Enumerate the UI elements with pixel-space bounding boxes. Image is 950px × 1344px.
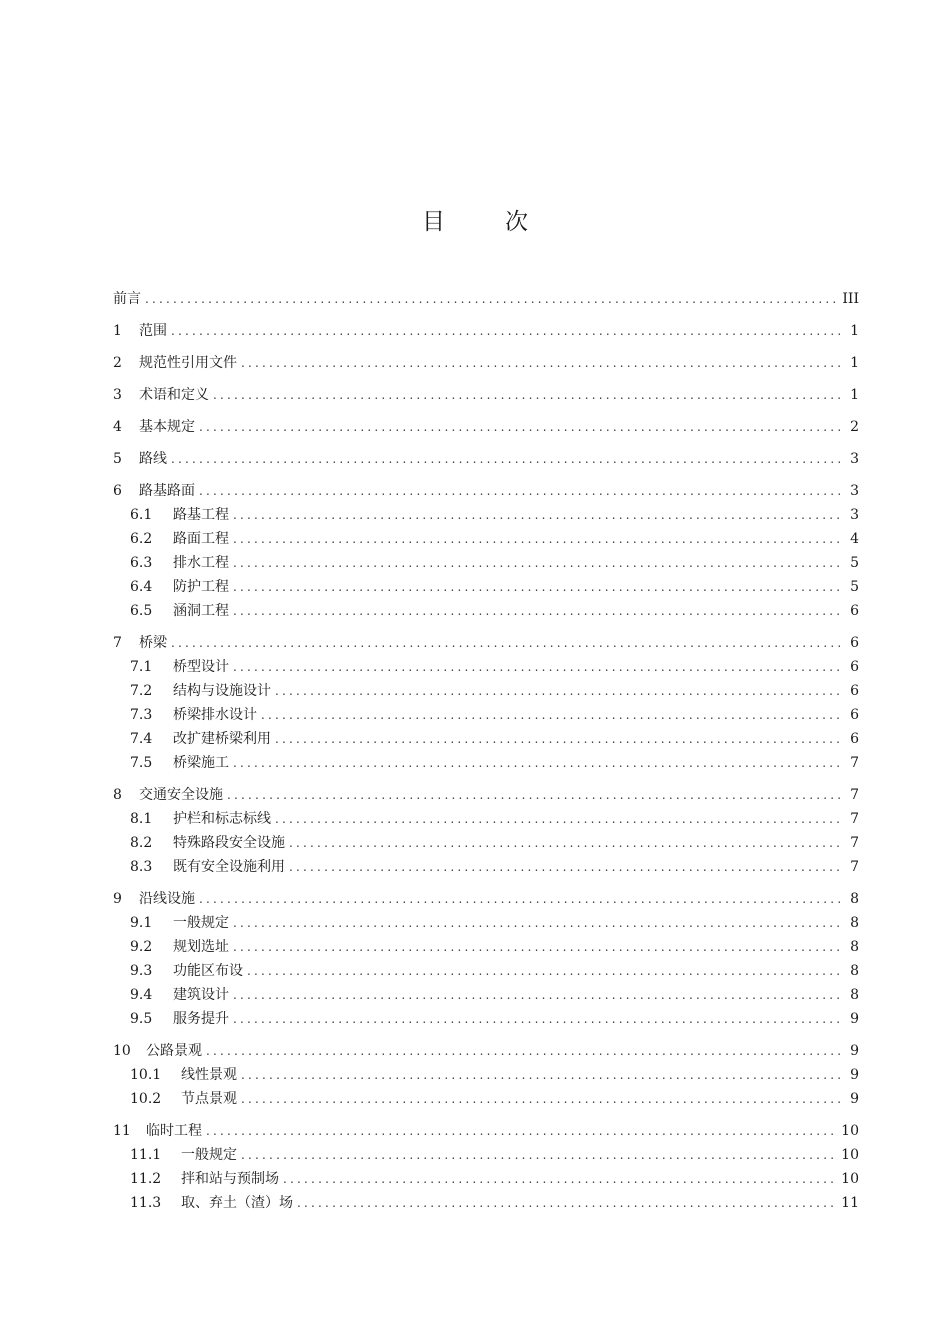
toc-subentry[interactable] — [113, 575, 859, 599]
toc-label: 涵洞工程 — [173, 603, 229, 619]
toc-leader — [289, 855, 841, 879]
toc-subentry[interactable] — [113, 655, 859, 679]
toc-leader — [297, 1191, 837, 1215]
toc-number: 6.5 — [130, 603, 153, 619]
toc-leader — [171, 319, 841, 343]
toc-page: 8 — [850, 915, 859, 931]
toc-subentry[interactable] — [113, 935, 859, 959]
toc-page: 3 — [850, 451, 859, 467]
toc-leader — [233, 935, 841, 959]
toc-entry[interactable] — [113, 1039, 859, 1063]
toc-leader — [227, 783, 841, 807]
toc-label: 公路景观 — [146, 1043, 202, 1059]
toc-subentry[interactable] — [113, 1087, 859, 1111]
toc-entry[interactable] — [113, 631, 859, 655]
toc-page: 6 — [850, 635, 859, 651]
toc-number: 4 — [113, 419, 122, 435]
toc-page: 3 — [850, 483, 859, 499]
toc-label: 护栏和标志标线 — [173, 811, 271, 827]
toc-subentry[interactable] — [113, 599, 859, 623]
toc-page: 6 — [850, 603, 859, 619]
toc-number: 8.1 — [130, 811, 153, 827]
toc-entry[interactable] — [113, 415, 859, 439]
toc-leader — [233, 751, 841, 775]
toc-subentry[interactable] — [113, 751, 859, 775]
toc-subentry[interactable] — [113, 1143, 859, 1167]
toc-leader — [289, 831, 841, 855]
toc-leader — [199, 887, 841, 911]
toc-page: 7 — [850, 787, 859, 803]
toc-page: 1 — [850, 323, 859, 339]
toc-leader — [233, 911, 841, 935]
toc-leader — [233, 1007, 841, 1031]
toc-leader — [241, 351, 841, 375]
toc-subentry[interactable] — [113, 1063, 859, 1087]
toc-entry[interactable] — [113, 887, 859, 911]
toc-leader — [233, 527, 841, 551]
toc-label: 桥梁排水设计 — [173, 707, 257, 723]
toc-number: 2 — [113, 355, 122, 371]
title-char-1: 目 — [422, 209, 445, 235]
toc-leader — [283, 1167, 837, 1191]
toc-number: 6.2 — [130, 531, 153, 547]
toc-page: 8 — [850, 891, 859, 907]
toc-page: 3 — [850, 507, 859, 523]
toc-leader — [233, 983, 841, 1007]
toc-label: 桥型设计 — [173, 659, 229, 675]
toc-label: 防护工程 — [173, 579, 229, 595]
toc-leader — [247, 959, 841, 983]
table-of-contents — [113, 287, 859, 1215]
toc-leader — [233, 551, 841, 575]
toc-page: 7 — [850, 755, 859, 771]
toc-number: 7.2 — [130, 683, 153, 699]
toc-subentry[interactable] — [113, 911, 859, 935]
toc-label: 路线 — [139, 451, 167, 467]
toc-label: 路基工程 — [173, 507, 229, 523]
toc-leader — [171, 631, 841, 655]
toc-subentry[interactable] — [113, 807, 859, 831]
toc-label: 结构与设施设计 — [173, 683, 271, 699]
toc-subentry[interactable] — [113, 527, 859, 551]
toc-number: 9.5 — [130, 1011, 153, 1027]
toc-page: 9 — [850, 1011, 859, 1027]
toc-label: 沿线设施 — [139, 891, 195, 907]
toc-page: 8 — [850, 987, 859, 1003]
toc-number: 7.1 — [130, 659, 153, 675]
toc-label: 建筑设计 — [173, 987, 229, 1003]
toc-number: 9.4 — [130, 987, 153, 1003]
toc-leader — [241, 1143, 837, 1167]
toc-label: 一般规定 — [173, 915, 229, 931]
toc-number: 10.1 — [130, 1067, 162, 1083]
toc-label: 一般规定 — [181, 1147, 237, 1163]
toc-number: 3 — [113, 387, 122, 403]
toc-number: 8.3 — [130, 859, 153, 875]
toc-leader — [261, 703, 841, 727]
toc-label: 服务提升 — [173, 1011, 229, 1027]
toc-label: 基本规定 — [139, 419, 195, 435]
toc-subentry[interactable] — [113, 503, 859, 527]
toc-number: 7.3 — [130, 707, 153, 723]
toc-page: 5 — [850, 579, 859, 595]
toc-label: 拌和站与预制场 — [181, 1171, 279, 1187]
toc-page: 9 — [850, 1043, 859, 1059]
toc-number: 6.3 — [130, 555, 153, 571]
toc-page: 10 — [841, 1123, 859, 1139]
toc-number: 10.2 — [130, 1091, 162, 1107]
toc-page: 5 — [850, 555, 859, 571]
toc-label: 术语和定义 — [139, 387, 209, 403]
toc-subentry[interactable] — [113, 551, 859, 575]
toc-page: 6 — [850, 659, 859, 675]
toc-subentry[interactable] — [113, 727, 859, 751]
toc-number: 9.2 — [130, 939, 153, 955]
toc-page: 6 — [850, 731, 859, 747]
toc-subentry[interactable] — [113, 1191, 859, 1215]
toc-number: 10 — [113, 1043, 131, 1059]
toc-label: 临时工程 — [146, 1123, 202, 1139]
toc-number: 9 — [113, 891, 122, 907]
toc-label: 改扩建桥梁利用 — [173, 731, 271, 747]
toc-entry[interactable] — [113, 1119, 859, 1143]
toc-leader — [206, 1119, 837, 1143]
toc-leader — [241, 1063, 841, 1087]
toc-entry[interactable] — [113, 783, 859, 807]
toc-number: 11.1 — [130, 1147, 162, 1163]
toc-number: 7.5 — [130, 755, 153, 771]
toc-number: 8.2 — [130, 835, 153, 851]
page-title — [0, 203, 950, 236]
toc-subentry[interactable] — [113, 983, 859, 1007]
toc-number: 11.2 — [130, 1171, 162, 1187]
toc-subentry[interactable] — [113, 959, 859, 983]
toc-label: 功能区布设 — [173, 963, 243, 979]
toc-subentry[interactable] — [113, 831, 859, 855]
toc-label: 路面工程 — [173, 531, 229, 547]
toc-page: III — [842, 291, 859, 307]
toc-label: 前言 — [113, 291, 141, 307]
toc-leader — [233, 655, 841, 679]
toc-entry[interactable] — [113, 319, 859, 343]
toc-label: 规范性引用文件 — [139, 355, 237, 371]
toc-page: 7 — [850, 835, 859, 851]
toc-label: 取、弃土（渣）场 — [181, 1195, 293, 1211]
toc-leader — [275, 679, 841, 703]
toc-entry[interactable] — [113, 447, 859, 471]
toc-subentry[interactable] — [113, 1167, 859, 1191]
toc-page: 6 — [850, 707, 859, 723]
toc-page: 6 — [850, 683, 859, 699]
toc-label: 桥梁 — [139, 635, 167, 651]
toc-leader — [171, 447, 841, 471]
toc-leader — [213, 383, 841, 407]
toc-entry[interactable] — [113, 351, 859, 375]
toc-leader — [206, 1039, 841, 1063]
toc-label: 既有安全设施利用 — [173, 859, 285, 875]
toc-page: 9 — [850, 1067, 859, 1083]
title-char-2: 次 — [505, 209, 528, 235]
toc-entry[interactable] — [113, 479, 859, 503]
toc-page: 1 — [850, 355, 859, 371]
toc-label: 规划选址 — [173, 939, 229, 955]
toc-page: 1 — [850, 387, 859, 403]
toc-subentry[interactable] — [113, 703, 859, 727]
toc-page: 10 — [841, 1171, 859, 1187]
toc-number: 5 — [113, 451, 122, 467]
toc-leader — [233, 503, 841, 527]
toc-number: 8 — [113, 787, 122, 803]
toc-label: 特殊路段安全设施 — [173, 835, 285, 851]
toc-label: 排水工程 — [173, 555, 229, 571]
toc-page: 7 — [850, 859, 859, 875]
toc-page: 9 — [850, 1091, 859, 1107]
toc-page: 11 — [841, 1195, 859, 1211]
toc-label: 交通安全设施 — [139, 787, 223, 803]
toc-subentry[interactable] — [113, 679, 859, 703]
toc-subentry[interactable] — [113, 1007, 859, 1031]
toc-entry-foreword[interactable] — [113, 287, 859, 311]
toc-number: 9.1 — [130, 915, 153, 931]
toc-leader — [145, 287, 838, 311]
toc-number: 6.1 — [130, 507, 153, 523]
toc-page: 2 — [850, 419, 859, 435]
toc-page: 4 — [850, 531, 859, 547]
toc-label: 路基路面 — [139, 483, 195, 499]
toc-leader — [199, 415, 841, 439]
toc-page: 8 — [850, 963, 859, 979]
toc-leader — [275, 807, 841, 831]
toc-number: 6 — [113, 483, 122, 499]
toc-number: 11 — [113, 1123, 131, 1139]
toc-leader — [233, 575, 841, 599]
toc-subentry[interactable] — [113, 855, 859, 879]
toc-number: 7 — [113, 635, 122, 651]
toc-page: 8 — [850, 939, 859, 955]
toc-leader — [199, 479, 841, 503]
toc-entry[interactable] — [113, 383, 859, 407]
toc-label: 节点景观 — [181, 1091, 237, 1107]
toc-number: 7.4 — [130, 731, 153, 747]
toc-number: 11.3 — [130, 1195, 162, 1211]
toc-leader — [233, 599, 841, 623]
toc-number: 9.3 — [130, 963, 153, 979]
toc-number: 6.4 — [130, 579, 153, 595]
toc-number: 1 — [113, 323, 122, 339]
toc-label: 线性景观 — [181, 1067, 237, 1083]
toc-page: 7 — [850, 811, 859, 827]
toc-label: 桥梁施工 — [173, 755, 229, 771]
toc-leader — [275, 727, 841, 751]
toc-page: 10 — [841, 1147, 859, 1163]
toc-leader — [241, 1087, 841, 1111]
toc-label: 范围 — [139, 323, 167, 339]
